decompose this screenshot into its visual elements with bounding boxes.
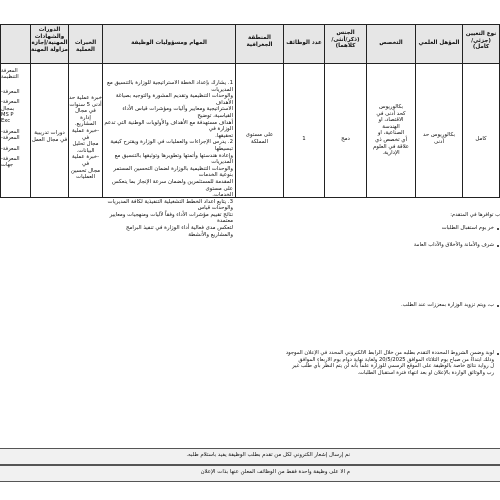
cell-specialization: بكالوريوس كحد أدنى في الاقتصاد، او الهندسة الصناعية، او أي تخصص ذي علاقة في العلوم الإدارية. (372, 104, 410, 157)
cell-region: على مستوى المملكة (245, 132, 274, 145)
header-courses: الدورات والشهادات المهنية/إجازة مزاولة المهنة (31, 27, 68, 53)
cell-vacancies: 1 (302, 136, 306, 142)
header-specialization: التخصص (379, 40, 403, 46)
header-qualification: المؤهل العلمي (418, 40, 460, 46)
note-box-single-application: م الا على وظيفة واحدة فقط من الوظائف المعلن عنها بذات الإعلان (0, 465, 500, 482)
cell-practical-experience: خبرة عملية حد أدنى 5 سنوات في مجال إدارة المشاريع. -خبرة عملية في مجال تحليل البيانات. -خبرة عملية في مجال تحسين العمليات (69, 95, 102, 181)
cell-courses: دورات تدريبية في مجال العمل (31, 130, 68, 143)
clipped-skills-column: المعرفة التنظيمة -المعرفة -المعرفة بمجال MS P Exc -المعرفة -المعرفة -المعرفة -المعرفة جهات (1, 68, 20, 169)
condition-conduct: شرف والأمانة والأخلاق والآداب العامة (413, 242, 494, 248)
conditions-intro: ب توافرها في المتقدم: (450, 212, 500, 218)
header-gender: الجنس (ذكر/أنثى/ كلاهما) (331, 30, 360, 50)
cell-qualification: بكالوريوس حد أدنى (423, 132, 455, 145)
header-region: المنطقة الجغرافية (246, 35, 273, 48)
condition-last-day: خر يوم استقبال الطلبات (441, 225, 494, 231)
cell-duties: 1. يشارك بإعداد الخطة الاستراتيجية للوزارة بالتنسيق مع المديريات والوحدات التنظيمية وتقديم المشورة والتوجيه بصياغة الأهداف الاستراتيجية ومعايير وآليات ومؤشرات قياس الأداء القياسية، توضيح أهداف مستهدفة مع الأهداف والأولويات الوطنية التي تدعم الوزارة في تحقيقها. 2. يدرس الإجراءات والعمليات في الوزارة ويقترح كيفية تبسيطها وإعادة هندستها وأتمتها وتطويرها وتوثيقها بالتنسيق مع المديريات والوحدات التنظيمية بالوزارة لضمان التحسين المستمر بنوعية الخدمات المقدمة للمستثمرين ولضمان سرعة الإنجاز بما ينعكس على مستوى الخدمات. 3. يتابع اعداد الخطط التشغيلية التنفيذية لكافة المديريات والوحدات قياس نتائج تقييم مؤشرات الأداء وفقاً لآليات ومنهجيات ومعايير معتمدة لتعكس مدى فعالية أداء الوزارة في تنفيذ البرامج والمشاريع والأنشطة (104, 80, 233, 238)
header-duties: المهام ومسؤوليات الوظيفة (131, 40, 207, 46)
header-practical-experience: الخبرات العملية (74, 40, 97, 53)
cell-gender: دمج (341, 136, 350, 142)
cell-appointment-type: كامل (475, 136, 487, 142)
header-appointment-type: نوع التعيين (جزئي/كامل) (465, 31, 497, 51)
application-paragraph: لوبة وضمن الشروط المحددة التقدم بطلبه من خلال الرابط الالكتروني المحدد في الإعلان الموجود وذلك ابتداءً من صباح يوم الثلاثاء الموافق 20/5/2025 ولغاية نهاية دوام يوم الاربعاء الموافق ل رواية نتائج خاصة بالوظيفة على الموقع الرسمي للوزارة علماً بأنه لن يتم النظر بأي طلب غير رب والوثائق الواردة بالإعلان او بعد انتهاء فترة استقبال الطلبات. (285, 350, 494, 376)
header-vacancies: عدد الوظائف (286, 40, 322, 46)
condition-documents: ب، ويتم تزويد الوزارة بمعززات عند الطلب. (400, 302, 494, 308)
note-box-confirmation: نم إرسال إشعار الكتروني لكل من تقدم بطلب الوظيفة يفيد باستلام طلبه. (0, 448, 500, 465)
